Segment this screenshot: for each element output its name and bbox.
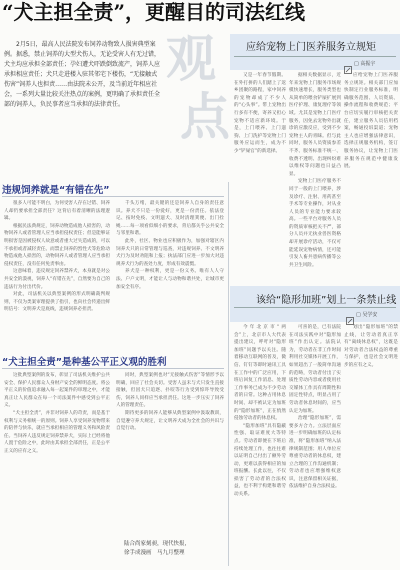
article2-paragraph: 这意味着，违反规定饲养禁养犬，本身就是对公共安全的漠视，饲养人“有错在先”，自然要为自己的违法行为付出代价。 [4,269,110,290]
article2-paragraph: 根据民法典规定，饲养动物造成他人损害的，动物饲养人或者管理人应当承担侵权责任；但是能够证明损害是因被侵权人故意或者重大过失造成的，可以不承担或者减轻责任。而禁止饲养的烈性犬等危险动物造成他人损害的，动物饲养人或者管理人应当承担侵权责任，没有任何免责事由。 [4,223,110,267]
article1-paragraph: 应给宠物上门医养服务立规矩。相关部门应加快制定行业服务标准，明确服务范围、人员资质、操作流程和收费规范；平台应切实履行审核把关责任，建立服务人员信用档案，畅通投诉渠道；宠物主人也应增强法律意识，选择正规服务机构，签订服务协议，让宠物上门医养服务在规范中健康发展。 [344,73,398,170]
article1-paragraph: 据相关数据显示，近年来宠物上门服务市场规模快速增长，服务类型也从简单的喂食铲屎扩展到医疗护理、康复理疗等领域。尤其是宠物上门医疗服务，因免去宠物外出就诊的应激反应，受到不少宠物主人的青睐。但与此同时，服务人员资质参差不齐、服务标准不统一、收费不透明、出现纠纷难以维权等问题也日益凸显。 [289,73,341,177]
article1-paragraph: 又是一年春节假期。在外打拼的人们踏上了返乡团聚的路程，家中饲养的宠物却成了不少人的“心头事”。带上宠物出行多有不便，寄养又担心宠物不适应新环境。于是，上门喂养、上门遛狗、上门洗护等宠物上门服务应运而生，成为不少“铲屎官”的新选择。 [234,73,286,154]
article4-title: 该给“隐形加班”划上一条禁止线 [256,295,397,306]
article1-byline: □ 高振宇 [354,61,376,67]
article2-title-rule [2,196,224,197]
decorative-character-guan: 观 [166,29,216,88]
article4-body-col3 [344,324,398,566]
article2-body-col1 [4,200,110,346]
pen-icon [344,59,352,67]
article4-paragraph: 治理“隐形加班”，需要多方合力。立法层面应进一步明确加班的认定标准，将“隐形加班”纳入法律规制范围；用人单位应尊重劳动者的休息权，建立合理的工作沟通机制；劳动者也应增强维权意识，注意保留相关证据，依法维护自身合法权益。 [289,416,341,490]
article3-paragraph: 同时，典型案例也对“无接触式伤害”等情形予以明确，回应了社会关切。受害人虽未与犬只发生直接接触，但因犬只追逐、扑咬等行为受到惊吓导致受伤，饲养人同样应当承担责任。这进一步压实了饲养人的管理责任。 [116,373,224,409]
article1-title-rule [234,56,396,57]
article3-paragraph: “犬主担全责”，并非对饲养人的苛责，而是基于权利与义务相统一的原则。饲养人享受饲养宠物带来的陪伴与快乐，就应当承担相应的管理义务和风险责任。当饲养人违反规定饲养禁养犬，实际上已经将他人置于危险之中，此时由其承担全部责任，正是公平正义的应有之义。 [4,410,110,454]
column-divider [228,182,229,566]
article2-paragraph: 养犬是一种权利，更是一份义务。唯有人人守法、户户文明，才能让人与动物和谐共处，让城市更加安全有序。 [116,269,224,290]
article2-body-col2 [116,200,224,346]
article3-paragraph: 期待更多的饲养人能够从典型案例中汲取教训，自觉遵守养犬规定，让文明养犬成为全社会的共识与自觉行动。 [116,410,224,432]
article4-paragraph: 划出“隐形加班”的禁止线，让劳动者真正享有“离线休息权”，这既是对劳动者合法权益的尊重与保护，也是社会文明进步的应有之义。 [344,325,398,368]
article3-title-rule [2,368,224,369]
article3-body-col1 [4,372,110,560]
pen-icon [346,310,354,318]
article2-paragraph: 千头万绪，最关键的还是饲养人自身的责任意识。养犬不只是一份爱好，更是一份责任。依法登记、按时免疫、文明遛犬、及时清理粪便、出门拴绳……每一项看似细小的要求，背后都关乎公共安全与邻里和谐。 [116,201,224,237]
article1-body-col2 [289,72,341,282]
article2-title: 违规饲养就是“有错在先” [2,185,110,196]
article3-body-col2 [116,372,224,534]
article1-body-col3 [344,72,398,282]
article2-paragraph: 很多人可能不明白，为何受害人存在过错、饲养人却仍要承担全部责任？这背后有着清晰的法理逻辑。 [4,201,110,222]
article1-paragraph: 宠物上门医疗服务不同于一般的上门喂养，涉及诊疗、注射、用药甚至手术等专业操作，对从业人员的专业能力要求较高。一些平台对服务人员的资质审核把关不严，部分人员并无执业兽医资格却开展诊疗活动，不仅可能延误宠物病情，还可能引发人畜共患病传播等公共卫生风险。 [289,179,341,268]
article4-paragraph: “隐形加班”具有隐蔽性强、取证难度大等特点。劳动者即便在下班后持续处理工作，也往往难以证明自己付出了额外劳动，更难以获得相应的加班报酬。长此以往，不仅损害了劳动者的合法权益，也不利于构建和谐劳动关系。 [234,423,286,498]
article4-paragraph: 今年北京市“两会”上，北京市人大代表提出建议，呼吁对“隐形加班”问题予以关注。随着移动互联网的普及，微信、钉钉等即时通讯工具在工作中的广泛应用，下班后回复工作消息、处理工作事务已成为不少劳动者的日常。这种占用休息时间、却不被认定为加班的“隐形加班”，正在悄然侵蚀劳动者的休息权。 [234,325,286,422]
intro-paragraph [4,40,162,158]
article1-body-col1 [234,72,286,282]
article3-paragraph: 这批典型案例的发布，彰显了司法机关维护公共安全、保护人民群众人身财产安全的鲜明态度。将公平正义的价值追求融入每一起案件的审理之中，才能真正让人民群众在每一个司法案件中感受到公平正义。 [4,373,110,409]
article4-paragraph: 可喜的是，已有法院在司法实践中对“隐形加班”作出认定。法院认为，劳动者在非工作时间利用社交媒体开展工作，如果超出了一般简单沟通的范畴，劳动者付出了实质性劳动内容或者使用社交媒体工作具有周期性和固定性特点，明显占用了劳动者休息时间的，应当认定为加班。 [289,325,341,414]
page-headline: “犬主担全责”，更醒目的司法红线 [2,0,306,24]
article3-title: “犬主担全责”是种基公平正义观的胜利 [2,357,167,368]
article4-body-col2 [289,324,341,566]
decorative-character-dian: 点 [180,87,230,146]
article4-body-col1 [234,324,286,566]
article2-paragraph: 对此，司法机关以典型案例的形式明确裁判规则，不仅为类案审理提供了指引，也向社会传递出鲜明信号：文明养犬是底线，违规饲养必担责。 [4,292,110,313]
article2-paragraph: 此外，社区、物业也应积极作为，加强对辖区内饲养犬只的日常管理与巡查，对违规饲养、不文明养犬行为及时劝阻和上报；执法部门应进一步加大对违规养犬行为的查处力度，形成有效震慑。 [116,238,224,267]
article4-title-rule [234,307,396,308]
intro-text: 2月5日，最高人民法院发布饲养动物致人损害典型案例。据悉，禁止饲养的大型犬伤人，无论受害人有无过错，犬主均应承担全部责任；孕妇遭犬吓跌倒致流产，饲养人应承担相应责任；犬只走进楼入驻其邻宅下楼伤，“无接触式伤害”饲养人也担责……由法院未公开，及当前近年相应社会，一系列大量比较关注热点的案例，更明确了承担责任全部的饲养人，负民事者应当承担的法律责任。 [4,41,161,108]
article3-credit: 陆合尚家刻昶，现代快报， 徐手成漫画 马九月整理 [124,541,191,556]
article4-byline: □ 吴学安 [356,312,378,318]
article1-title: 应给宠物上门医养服务立规矩 [246,42,376,53]
